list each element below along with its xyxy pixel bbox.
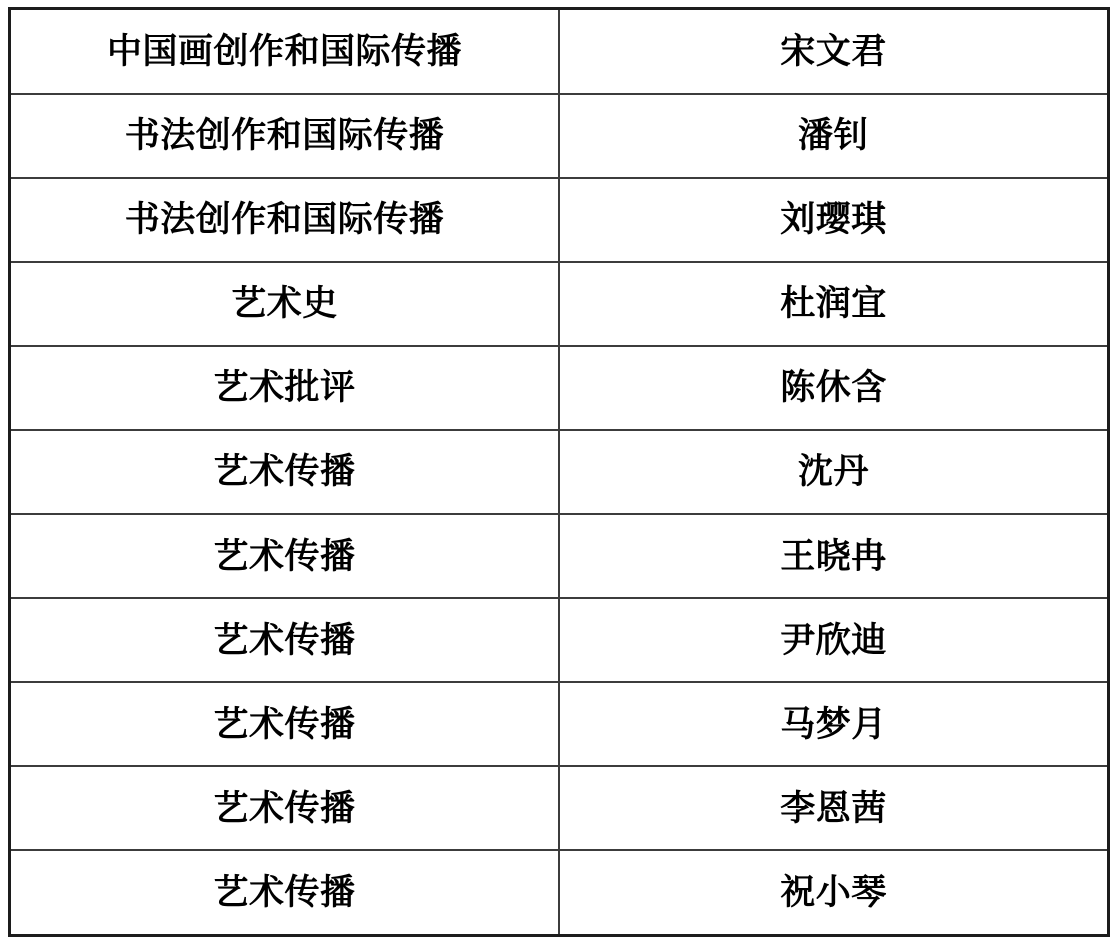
name-cell: 宋文君 <box>559 9 1109 94</box>
table-row <box>10 850 1109 935</box>
name-cell: 沈丹 <box>559 430 1109 514</box>
table-row <box>10 94 1109 178</box>
name-cell: 尹欣迪 <box>559 598 1109 682</box>
major-cell: 艺术批评 <box>10 346 560 430</box>
major-name-table <box>8 7 1110 937</box>
name-cell: 陈休含 <box>559 346 1109 430</box>
name-cell: 马梦月 <box>559 682 1109 766</box>
major-cell: 艺术传播 <box>10 430 560 514</box>
major-cell: 艺术传播 <box>10 514 560 598</box>
name-cell: 王晓冉 <box>559 514 1109 598</box>
major-cell: 艺术传播 <box>10 598 560 682</box>
table-row <box>10 766 1109 850</box>
major-cell: 艺术史 <box>10 262 560 346</box>
table-row <box>10 430 1109 514</box>
major-cell: 书法创作和国际传播 <box>10 178 560 262</box>
name-cell: 李恩茜 <box>559 766 1109 850</box>
major-cell: 艺术传播 <box>10 850 560 935</box>
major-cell: 中国画创作和国际传播 <box>10 9 560 94</box>
table-row <box>10 598 1109 682</box>
name-cell: 杜润宜 <box>559 262 1109 346</box>
name-cell: 潘钊 <box>559 94 1109 178</box>
major-cell: 艺术传播 <box>10 682 560 766</box>
table-row <box>10 9 1109 94</box>
table-row <box>10 514 1109 598</box>
table-row <box>10 682 1109 766</box>
major-cell: 书法创作和国际传播 <box>10 94 560 178</box>
major-cell: 艺术传播 <box>10 766 560 850</box>
name-cell: 祝小琴 <box>559 850 1109 935</box>
table-row <box>10 262 1109 346</box>
table-row <box>10 346 1109 430</box>
name-cell: 刘璎琪 <box>559 178 1109 262</box>
table-row <box>10 178 1109 262</box>
table-body <box>10 9 1109 936</box>
